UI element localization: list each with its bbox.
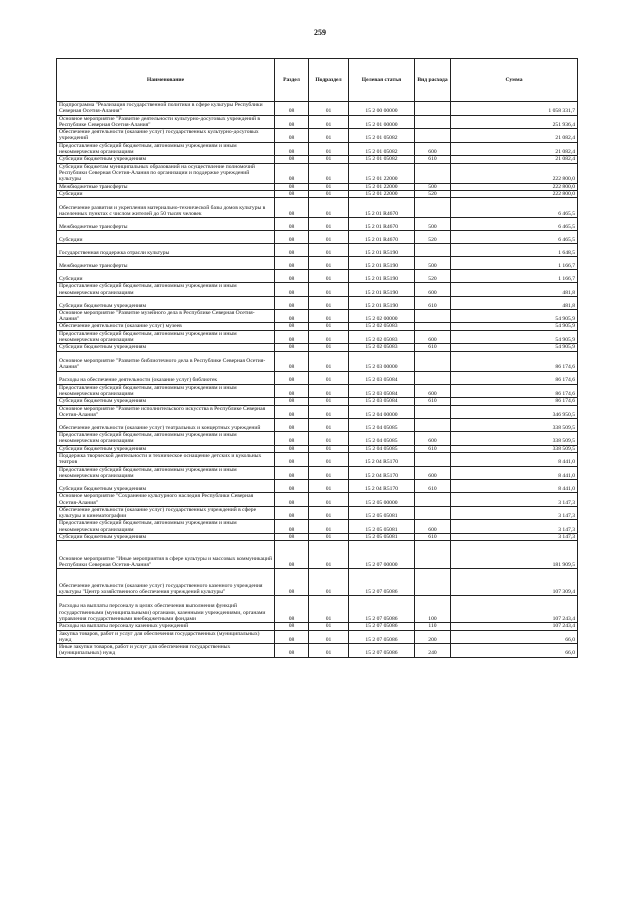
cell-expense-type: 600	[415, 142, 451, 156]
cell-target: 15 2 01 R5190	[349, 270, 415, 283]
header-expense-type: Вид расхода	[415, 59, 451, 102]
cell-name: Межбюджетные трансферты	[57, 257, 275, 270]
cell-amount: 3 147,3	[451, 493, 578, 507]
table-row	[57, 541, 578, 569]
cell-name: Субсидии бюджетным учреждениям	[57, 156, 275, 163]
cell-target: 15 2 01 R5190	[349, 244, 415, 257]
cell-subsection: 01	[309, 371, 349, 384]
cell-name: Расходы на выплаты персоналу в целях обеспечения выполнения функций государственными (муниципальными) органами, казенными учреждениями, органами управления государственными внебюджетными фондами	[57, 596, 275, 623]
cell-amount: 338 509,5	[451, 445, 578, 452]
cell-name: Субсидии бюджетным учреждениям	[57, 533, 275, 540]
cell-section: 08	[275, 218, 309, 231]
cell-section: 08	[275, 520, 309, 534]
cell-name: Предоставление субсидий бюджетным, автономным учреждениям и иным некоммерческим организациям	[57, 142, 275, 156]
table-row	[57, 344, 578, 351]
cell-amount: 346 950,5	[451, 405, 578, 419]
cell-amount: 21 082,4	[451, 156, 578, 163]
cell-name: Субсидии бюджетным учреждениям	[57, 296, 275, 309]
cell-amount: 181 909,5	[451, 541, 578, 569]
cell-target: 15 2 04 05085	[349, 432, 415, 446]
cell-expense-type: 600	[415, 283, 451, 297]
cell-name: Обеспечение деятельности (оказание услуг) театральных и концертных учреждений	[57, 419, 275, 432]
cell-subsection: 01	[309, 156, 349, 163]
cell-section: 08	[275, 623, 309, 630]
cell-amount: 6 465,5	[451, 198, 578, 218]
cell-target: 15 2 03 00000	[349, 351, 415, 371]
cell-section: 08	[275, 493, 309, 507]
table-row	[57, 257, 578, 270]
cell-expense-type: 500	[415, 257, 451, 270]
cell-expense-type: 610	[415, 156, 451, 163]
cell-name: Основное мероприятие "Сохранение культурного наследия Республики Северная Осетия-Алания"	[57, 493, 275, 507]
cell-section: 08	[275, 231, 309, 244]
cell-name: Поддержка творческой деятельности и техническое оснащение детских и кукольных театров	[57, 453, 275, 467]
cell-subsection: 01	[309, 569, 349, 596]
cell-section: 08	[275, 283, 309, 297]
cell-target: 15 2 05 00000	[349, 493, 415, 507]
cell-subsection: 01	[309, 231, 349, 244]
cell-target: 15 2 04 R5170	[349, 480, 415, 493]
cell-name: Субсидии бюджетным учреждениям	[57, 445, 275, 452]
cell-section: 08	[275, 190, 309, 197]
cell-subsection: 01	[309, 493, 349, 507]
table-row	[57, 163, 578, 183]
cell-expense-type	[415, 198, 451, 218]
cell-name: Предоставление субсидий бюджетным, автономным учреждениям и иным некоммерческим организациям	[57, 432, 275, 446]
table-row	[57, 183, 578, 190]
cell-name: Обеспечение деятельности (оказание услуг) государственных культурно-досуговых учреждений	[57, 129, 275, 143]
cell-target: 15 2 01 22000	[349, 163, 415, 183]
cell-name: Субсидии бюджетным учреждениям	[57, 344, 275, 351]
cell-expense-type	[415, 569, 451, 596]
cell-expense-type	[415, 244, 451, 257]
cell-amount: 6 465,5	[451, 218, 578, 231]
table-row	[57, 405, 578, 419]
cell-subsection: 01	[309, 218, 349, 231]
cell-amount: 107 243,4	[451, 596, 578, 623]
cell-target: 15 2 05 05081	[349, 506, 415, 520]
cell-target: 15 2 03 05084	[349, 384, 415, 398]
cell-expense-type	[415, 419, 451, 432]
cell-amount: 107 243,4	[451, 623, 578, 630]
cell-name: Межбюджетные трансферты	[57, 183, 275, 190]
cell-target: 15 2 05 05081	[349, 520, 415, 534]
table-row	[57, 419, 578, 432]
cell-amount: 86 174,6	[451, 384, 578, 398]
cell-target: 15 2 04 R5170	[349, 453, 415, 467]
table-row	[57, 384, 578, 398]
cell-amount: 222 800,0	[451, 183, 578, 190]
cell-subsection: 01	[309, 541, 349, 569]
cell-subsection: 01	[309, 190, 349, 197]
cell-subsection: 01	[309, 257, 349, 270]
header-amount: Сумма	[451, 59, 578, 102]
cell-target: 15 2 04 R5170	[349, 466, 415, 480]
cell-subsection: 01	[309, 520, 349, 534]
cell-subsection: 01	[309, 623, 349, 630]
cell-section: 08	[275, 405, 309, 419]
table-row	[57, 244, 578, 257]
cell-section: 08	[275, 569, 309, 596]
cell-section: 08	[275, 244, 309, 257]
cell-section: 08	[275, 198, 309, 218]
cell-target: 15 2 01 22000	[349, 183, 415, 190]
cell-subsection: 01	[309, 466, 349, 480]
cell-section: 08	[275, 323, 309, 330]
cell-target: 15 2 02 05083	[349, 344, 415, 351]
cell-subsection: 01	[309, 351, 349, 371]
cell-amount: 1 058 331,7	[451, 102, 578, 116]
cell-section: 08	[275, 398, 309, 405]
cell-target: 15 2 01 R4670	[349, 231, 415, 244]
table-row	[57, 270, 578, 283]
cell-expense-type	[415, 351, 451, 371]
cell-subsection: 01	[309, 506, 349, 520]
cell-name: Основное мероприятие "Развитие музейного дела в Республике Северная Осетия-Алания"	[57, 309, 275, 323]
cell-amount: 338 509,5	[451, 419, 578, 432]
cell-name: Обеспечение деятельности (оказание услуг) государственного казенного учреждения культуры "Центр хозяйственного обеспечения учреждений культуры"	[57, 569, 275, 596]
cell-target: 15 2 03 05084	[349, 398, 415, 405]
cell-subsection: 01	[309, 405, 349, 419]
cell-expense-type: 610	[415, 398, 451, 405]
cell-expense-type	[415, 163, 451, 183]
cell-section: 08	[275, 163, 309, 183]
cell-name: Закупка товаров, работ и услуг для обеспечения государственных (муниципальных) нужд	[57, 630, 275, 644]
cell-subsection: 01	[309, 270, 349, 283]
cell-target: 15 2 02 00000	[349, 309, 415, 323]
table-row	[57, 569, 578, 596]
cell-name: Основное мероприятие "Развитие деятельности культурно-досуговых учреждений в Республике Северная Осетия-Алания"	[57, 115, 275, 129]
cell-expense-type	[415, 506, 451, 520]
cell-amount: 21 082,4	[451, 129, 578, 143]
table-row	[57, 466, 578, 480]
cell-amount: 3 147,3	[451, 506, 578, 520]
table-row	[57, 156, 578, 163]
cell-subsection: 01	[309, 445, 349, 452]
cell-amount: 54 905,9	[451, 323, 578, 330]
cell-section: 08	[275, 156, 309, 163]
cell-subsection: 01	[309, 102, 349, 116]
table-row	[57, 330, 578, 344]
cell-expense-type: 100	[415, 596, 451, 623]
cell-amount: 6 465,5	[451, 231, 578, 244]
table-row	[57, 432, 578, 446]
cell-amount: 1 166,7	[451, 270, 578, 283]
cell-expense-type	[415, 405, 451, 419]
cell-target: 15 2 07 05086	[349, 644, 415, 658]
cell-name: Основное мероприятие "Иные мероприятия в сфере культуры и массовых коммуникаций Республики Северная Осетия-Алания"	[57, 541, 275, 569]
table-row	[57, 102, 578, 116]
cell-amount: 3 147,3	[451, 533, 578, 540]
cell-subsection: 01	[309, 283, 349, 297]
cell-target: 15 2 07 05086	[349, 630, 415, 644]
cell-subsection: 01	[309, 142, 349, 156]
cell-target: 15 2 01 05082	[349, 129, 415, 143]
cell-subsection: 01	[309, 533, 349, 540]
cell-section: 08	[275, 644, 309, 658]
cell-section: 08	[275, 371, 309, 384]
cell-section: 08	[275, 129, 309, 143]
cell-subsection: 01	[309, 644, 349, 658]
cell-target: 15 2 01 R4670	[349, 218, 415, 231]
page-number: 259	[314, 28, 326, 37]
header-subsection: Подраздел	[309, 59, 349, 102]
table-row	[57, 115, 578, 129]
cell-name: Субсидии	[57, 190, 275, 197]
table-row	[57, 129, 578, 143]
cell-amount: 86 174,6	[451, 398, 578, 405]
cell-expense-type	[415, 453, 451, 467]
cell-section: 08	[275, 115, 309, 129]
cell-name: Обеспечение деятельности (оказание услуг) музеев	[57, 323, 275, 330]
cell-subsection: 01	[309, 183, 349, 190]
table-row	[57, 493, 578, 507]
table-row	[57, 198, 578, 218]
cell-expense-type	[415, 493, 451, 507]
cell-amount: 8 441,0	[451, 466, 578, 480]
table-row	[57, 480, 578, 493]
table-header-row	[57, 59, 578, 102]
cell-subsection: 01	[309, 244, 349, 257]
cell-subsection: 01	[309, 115, 349, 129]
cell-section: 08	[275, 596, 309, 623]
cell-section: 08	[275, 344, 309, 351]
cell-section: 08	[275, 330, 309, 344]
cell-expense-type: 500	[415, 218, 451, 231]
cell-amount: 86 174,6	[451, 371, 578, 384]
cell-subsection: 01	[309, 163, 349, 183]
cell-name: Субсидии	[57, 270, 275, 283]
cell-section: 08	[275, 630, 309, 644]
header-section: Раздел	[275, 59, 309, 102]
cell-target: 15 2 01 05082	[349, 142, 415, 156]
header-target: Целевая статья	[349, 59, 415, 102]
cell-amount: 1 166,7	[451, 257, 578, 270]
cell-target: 15 2 03 05084	[349, 371, 415, 384]
cell-amount: 8 441,0	[451, 480, 578, 493]
table-row	[57, 644, 578, 658]
cell-subsection: 01	[309, 323, 349, 330]
cell-name: Субсидии бюджетным учреждениям	[57, 398, 275, 405]
cell-section: 08	[275, 296, 309, 309]
cell-amount: 481,8	[451, 296, 578, 309]
cell-expense-type: 520	[415, 270, 451, 283]
cell-name: Предоставление субсидий бюджетным, автономным учреждениям и иным некоммерческим организациям	[57, 466, 275, 480]
table-row	[57, 190, 578, 197]
cell-section: 08	[275, 466, 309, 480]
cell-section: 08	[275, 142, 309, 156]
table-row	[57, 623, 578, 630]
cell-section: 08	[275, 102, 309, 116]
cell-name: Обеспечение развития и укрепления материально-технической базы домов культуры в населенных пунктах с числом жителей до 50 тысяч человек	[57, 198, 275, 218]
cell-target: 15 2 04 05085	[349, 445, 415, 452]
cell-name: Основное мероприятие "Развитие исполнительского искусства в Республике Северная Осетия-Алания"	[57, 405, 275, 419]
cell-expense-type: 610	[415, 533, 451, 540]
cell-target: 15 2 02 05083	[349, 330, 415, 344]
table-row	[57, 453, 578, 467]
cell-expense-type: 610	[415, 296, 451, 309]
cell-target: 15 2 05 05081	[349, 533, 415, 540]
table-body	[57, 102, 578, 658]
cell-subsection: 01	[309, 129, 349, 143]
cell-expense-type	[415, 371, 451, 384]
cell-section: 08	[275, 432, 309, 446]
table-row	[57, 142, 578, 156]
budget-table	[56, 58, 578, 658]
cell-subsection: 01	[309, 480, 349, 493]
cell-target: 15 2 01 05082	[349, 156, 415, 163]
cell-amount: 3 147,3	[451, 520, 578, 534]
cell-name: Предоставление субсидий бюджетным, автономным учреждениям и иным некоммерческим организациям	[57, 520, 275, 534]
cell-name: Подпрограмма "Реализация государственной политики в сфере культуры Республики Северная Осетия-Алания"	[57, 102, 275, 116]
cell-name: Предоставление субсидий бюджетным, автономным учреждениям и иным некоммерческим организациям	[57, 384, 275, 398]
cell-amount: 86 174,6	[451, 351, 578, 371]
header-name: Наименование	[57, 59, 275, 102]
cell-amount: 54 905,9	[451, 330, 578, 344]
cell-subsection: 01	[309, 344, 349, 351]
cell-target: 15 2 07 00000	[349, 541, 415, 569]
cell-target: 15 2 04 05085	[349, 419, 415, 432]
cell-amount: 251 936,4	[451, 115, 578, 129]
cell-name: Субсидии бюджетным учреждениям	[57, 480, 275, 493]
cell-amount: 222 800,0	[451, 163, 578, 183]
cell-target: 15 2 01 00000	[349, 115, 415, 129]
cell-expense-type	[415, 541, 451, 569]
cell-expense-type: 520	[415, 231, 451, 244]
cell-subsection: 01	[309, 330, 349, 344]
table-row	[57, 309, 578, 323]
cell-target: 15 2 01 R5190	[349, 296, 415, 309]
cell-amount: 8 441,0	[451, 453, 578, 467]
cell-amount: 107 309,4	[451, 569, 578, 596]
cell-section: 08	[275, 257, 309, 270]
cell-section: 08	[275, 453, 309, 467]
table-row	[57, 506, 578, 520]
cell-section: 08	[275, 480, 309, 493]
cell-section: 08	[275, 309, 309, 323]
cell-amount: 1 648,5	[451, 244, 578, 257]
cell-expense-type: 610	[415, 480, 451, 493]
cell-section: 08	[275, 351, 309, 371]
cell-section: 08	[275, 541, 309, 569]
cell-amount: 54 905,9	[451, 309, 578, 323]
cell-subsection: 01	[309, 453, 349, 467]
table-row	[57, 296, 578, 309]
table-row	[57, 231, 578, 244]
cell-subsection: 01	[309, 419, 349, 432]
table-row	[57, 533, 578, 540]
cell-amount: 338 509,5	[451, 432, 578, 446]
cell-expense-type: 600	[415, 520, 451, 534]
cell-subsection: 01	[309, 296, 349, 309]
table-row	[57, 398, 578, 405]
cell-expense-type	[415, 129, 451, 143]
cell-subsection: 01	[309, 384, 349, 398]
cell-name: Расходы на выплаты персоналу казенных учреждений	[57, 623, 275, 630]
cell-section: 08	[275, 533, 309, 540]
cell-name: Обеспечение деятельности (оказание услуг) государственных учреждений в сфере культуры и кинематографии	[57, 506, 275, 520]
cell-section: 08	[275, 419, 309, 432]
cell-target: 15 2 02 05083	[349, 323, 415, 330]
cell-amount: 66,0	[451, 630, 578, 644]
cell-subsection: 01	[309, 432, 349, 446]
cell-expense-type	[415, 323, 451, 330]
cell-name: Предоставление субсидий бюджетным, автономным учреждениям и иным некоммерческим организациям	[57, 330, 275, 344]
cell-target: 15 2 01 R5190	[349, 283, 415, 297]
cell-target: 15 2 07 05086	[349, 569, 415, 596]
cell-section: 08	[275, 506, 309, 520]
cell-target: 15 2 04 00000	[349, 405, 415, 419]
cell-subsection: 01	[309, 398, 349, 405]
table-row	[57, 596, 578, 623]
cell-section: 08	[275, 270, 309, 283]
cell-expense-type: 200	[415, 630, 451, 644]
cell-expense-type: 110	[415, 623, 451, 630]
table-row	[57, 445, 578, 452]
cell-subsection: 01	[309, 198, 349, 218]
cell-target: 15 2 00 00000	[349, 102, 415, 116]
cell-expense-type: 610	[415, 344, 451, 351]
cell-expense-type: 610	[415, 445, 451, 452]
cell-name: Субсидии	[57, 231, 275, 244]
cell-section: 08	[275, 445, 309, 452]
cell-name: Расходы на обеспечение деятельности (оказание услуг) библиотек	[57, 371, 275, 384]
table-row	[57, 520, 578, 534]
cell-expense-type	[415, 102, 451, 116]
table-row	[57, 630, 578, 644]
cell-amount: 54 905,9	[451, 344, 578, 351]
cell-expense-type: 240	[415, 644, 451, 658]
table-row	[57, 283, 578, 297]
table-row	[57, 371, 578, 384]
cell-section: 08	[275, 384, 309, 398]
cell-target: 15 2 01 R5190	[349, 257, 415, 270]
cell-name: Государственная поддержка отрасли культуры	[57, 244, 275, 257]
cell-expense-type: 600	[415, 384, 451, 398]
cell-target: 15 2 01 22000	[349, 190, 415, 197]
cell-name: Субсидии бюджетам муниципальных образований на осуществление полномочий Республики Северная Осетия-Алания по организации и поддержке учреждений культуры	[57, 163, 275, 183]
cell-target: 15 2 07 05086	[349, 596, 415, 623]
cell-subsection: 01	[309, 630, 349, 644]
cell-expense-type: 500	[415, 183, 451, 190]
cell-target: 15 2 07 05086	[349, 623, 415, 630]
cell-amount: 66,0	[451, 644, 578, 658]
cell-name: Межбюджетные трансферты	[57, 218, 275, 231]
cell-name: Иные закупки товаров, работ и услуг для обеспечения государственных (муниципальных) нужд	[57, 644, 275, 658]
table-row	[57, 218, 578, 231]
cell-section: 08	[275, 183, 309, 190]
cell-amount: 481,8	[451, 283, 578, 297]
table-row	[57, 351, 578, 371]
cell-name: Предоставление субсидий бюджетным, автономным учреждениям и иным некоммерческим организациям	[57, 283, 275, 297]
cell-expense-type: 520	[415, 190, 451, 197]
cell-expense-type: 600	[415, 432, 451, 446]
table-row	[57, 323, 578, 330]
cell-expense-type	[415, 115, 451, 129]
cell-subsection: 01	[309, 596, 349, 623]
cell-expense-type: 600	[415, 330, 451, 344]
cell-subsection: 01	[309, 309, 349, 323]
cell-expense-type: 600	[415, 466, 451, 480]
cell-amount: 222 800,0	[451, 190, 578, 197]
cell-name: Основное мероприятие "Развитие библиотечного дела в Республике Северная Осетия-Алания"	[57, 351, 275, 371]
cell-amount: 21 082,4	[451, 142, 578, 156]
cell-target: 15 2 01 R4670	[349, 198, 415, 218]
cell-expense-type	[415, 309, 451, 323]
